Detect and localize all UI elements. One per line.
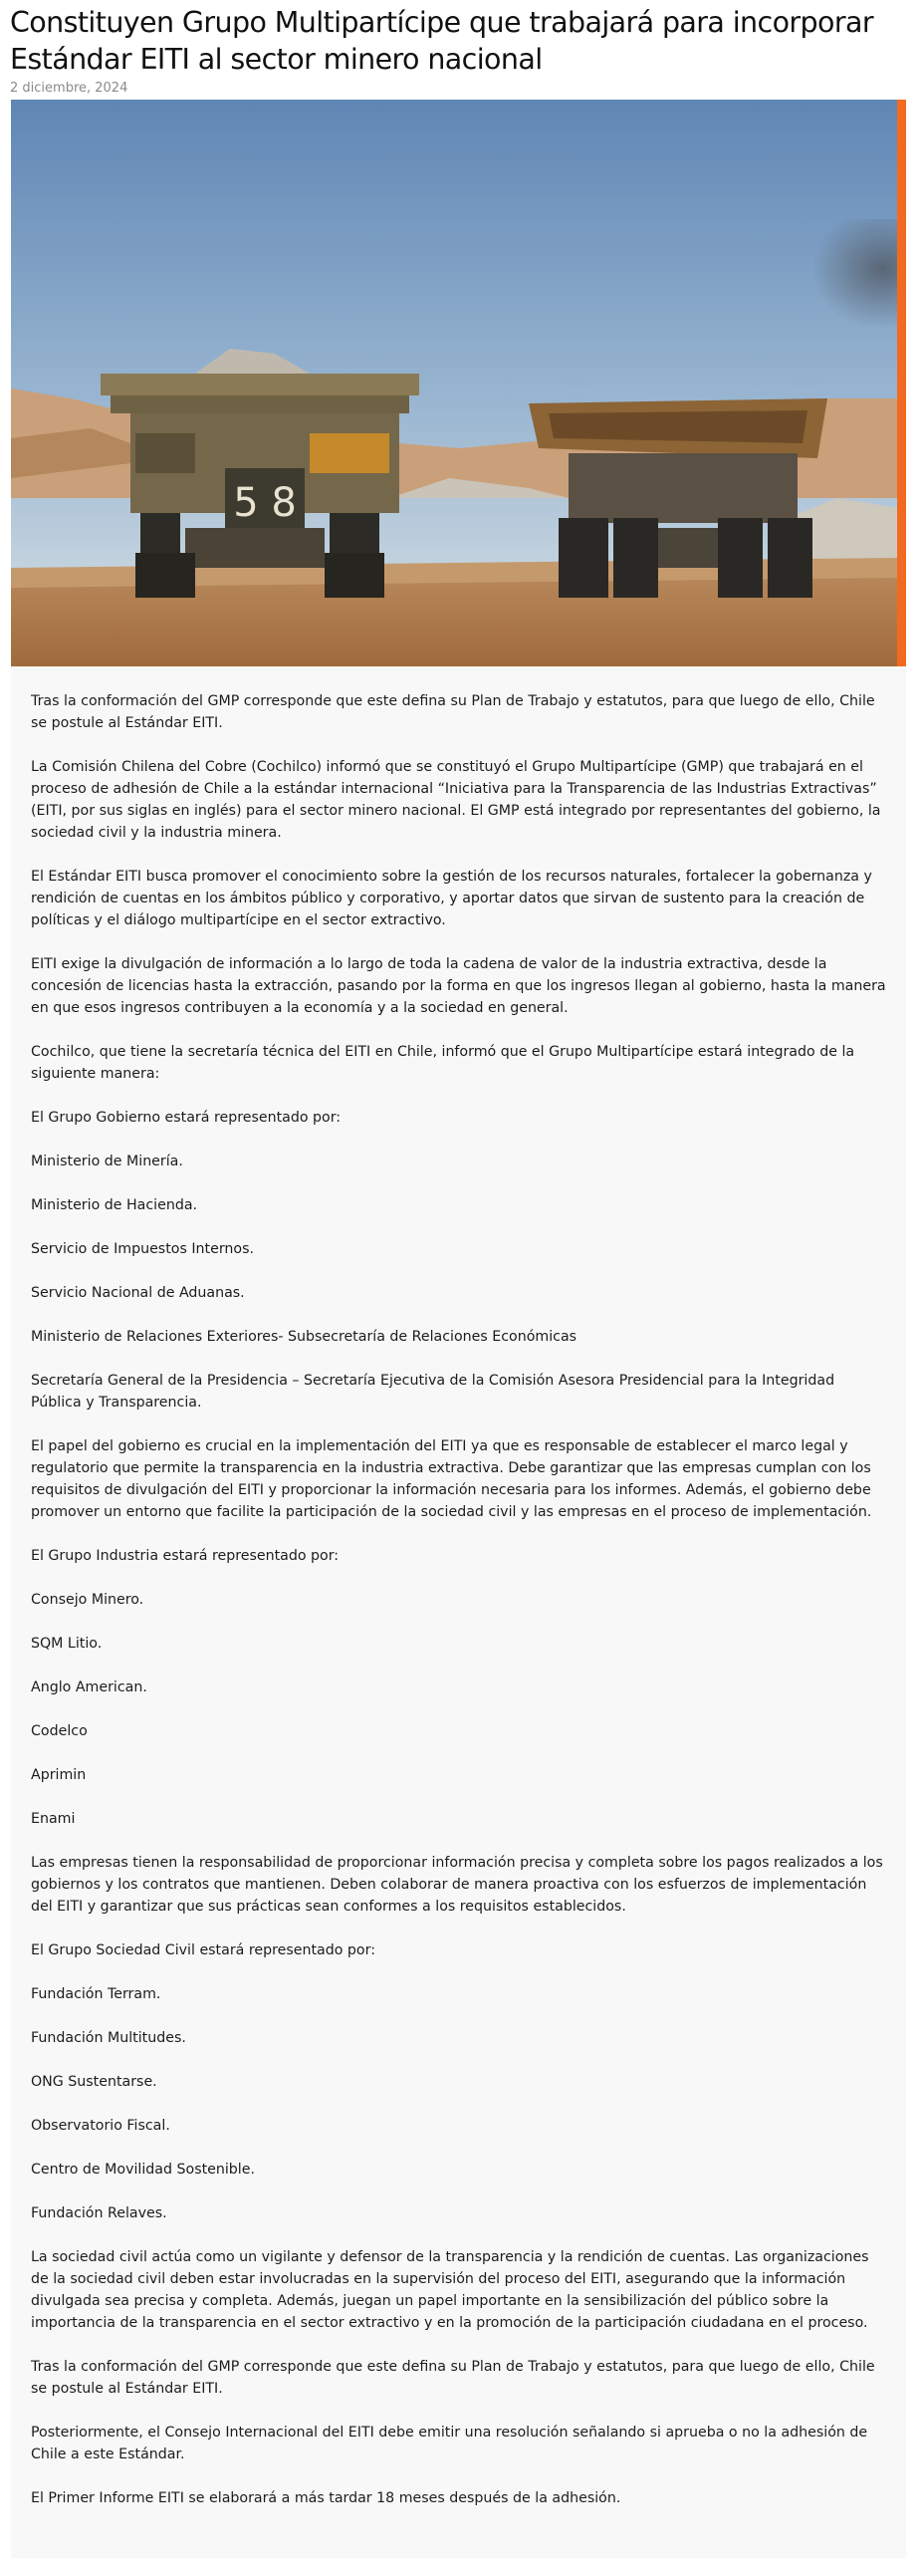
accent-bar [897,100,906,666]
paragraph: El Estándar EITI busca promover el conocimiento sobre la gestión de los recursos naturales, fortalecer la gobernanza y rendición de cuentas en los ámbitos público y corporativo, y aportar datos que sirvan de sustento para la creación de políticas y el diálogo multipartícipe en el sector extractivo. [31,869,872,928]
article-body [11,666,906,2558]
list-item: Ministerio de Minería. [31,1154,183,1169]
paragraph: El Grupo Gobierno estará representado por: [31,1110,342,1126]
paragraph: El Primer Informe EITI se elaborará a más tardar 18 meses después de la adhesión. [31,2490,621,2506]
paragraph: Posteriormente, el Consejo Internacional del EITI debe emitir una resolución señalando si aprueba o no la adhesión de Chile a este Estándar. [31,2425,868,2462]
paragraph: El papel del gobierno es crucial en la implementación del EITI ya que es responsable de establecer el marco legal y regulatorio que permite la transparencia en la industria extractiva. Debe garantizar que las empresas cumplan con los requisitos de divulgación del EITI y proporcionar la información necesaria para los informes. Además, el gobierno debe promover un entorno que facilite la participación de la sociedad civil y las empresas en el proceso de implementación. [31,1438,872,1520]
paragraph: Las empresas tienen la responsabilidad de proporcionar información precisa y completa sobre los pagos realizados a los gobiernos y los contratos que mantienen. Deben colaborar de manera proactiva con los esfuerzos de implementación del EITI y garantizar que sus prácticas sean conformes a los requisitos establecidos. [31,1855,883,1915]
paragraph: El Grupo Sociedad Civil estará representado por: [31,1942,375,1958]
article-title: Constituyen Grupo Multipartícipe que trabajará para incorporar Estándar EITI al sector minero nacional [10,6,873,76]
article-date: 2 diciembre, 2024 [10,81,128,96]
paragraph: El Grupo Industria estará representado por: [31,1548,340,1564]
list-item: Ministerio de Relaciones Exteriores- Subsecretaría de Relaciones Económicas [31,1329,577,1345]
list-item: SQM Litio. [31,1636,103,1652]
paragraph: La Comisión Chilena del Cobre (Cochilco) informó que se constituyó el Grupo Multipartícipe (GMP) que trabajará en el proceso de adhesión de Chile a la estándar internacional “Iniciativa para la Transparencia de las Industrias Extractivas” (EITI, por sus siglas en inglés) para el sector minero nacional. El GMP está integrado por representantes del gobierno, la sociedad civil y la industria minera. [31,759,881,841]
paragraph: Tras la conformación del GMP corresponde que este defina su Plan de Trabajo y estatutos, para que luego de ello, Chile se postule al Estándar EITI. [31,2359,875,2397]
list-item: Aprimin [31,1767,87,1783]
paragraph: Tras la conformación del GMP corresponde que este defina su Plan de Trabajo y estatutos, para que luego de ello, Chile se postule al Estándar EITI. [31,693,875,731]
list-item: Fundación Multitudes. [31,2030,186,2046]
list-item: Anglo American. [31,1679,147,1695]
list-item: Fundación Relaves. [31,2205,167,2221]
list-item: Fundación Terram. [31,1986,161,2002]
list-item: Consejo Minero. [31,1592,144,1608]
paragraph: EITI exige la divulgación de información a lo largo de toda la cadena de valor de la industria extractiva, desde la concesión de licencias hasta la extracción, pasando por la forma en que los ingresos llegan al gobierno, hasta la manera en que esos ingresos contribuyen a la economía y a la sociedad en general. [31,956,886,1016]
list-item: Servicio Nacional de Aduanas. [31,1285,245,1301]
paragraph: Cochilco, que tiene la secretaría técnica del EITI en Chile, informó que el Grupo Multipartícipe estará integrado de la siguiente manera: [31,1044,855,1082]
list-item: Enami [31,1811,76,1827]
list-item: ONG Sustentarse. [31,2074,157,2090]
list-item: Servicio de Impuestos Internos. [31,1241,254,1257]
paragraph: La sociedad civil actúa como un vigilante y defensor de la transparencia y la rendición de cuentas. Las organizaciones de la sociedad civil deben estar involucradas en la supervisión del proceso del EITI, asegurando que la información divulgada sea precisa y completa. Además, juegan un papel importante en la sensibilización del público sobre la importancia de la transparencia en el sector extractivo y en la promoción de la participación ciudadana en el proceso. [31,2249,869,2331]
list-item: Secretaría General de la Presidencia – Secretaría Ejecutiva de la Comisión Asesora Presidencial para la Integridad Pública y Transparencia. [31,1373,835,1411]
mining-trucks-photo [11,100,906,666]
list-item: Ministerio de Hacienda. [31,1197,198,1213]
list-item: Codelco [31,1723,88,1739]
list-item: Observatorio Fiscal. [31,2118,170,2134]
hero-image [11,100,906,666]
list-item: Centro de Movilidad Sostenible. [31,2162,255,2178]
truck-number: 5 8 [233,480,297,526]
